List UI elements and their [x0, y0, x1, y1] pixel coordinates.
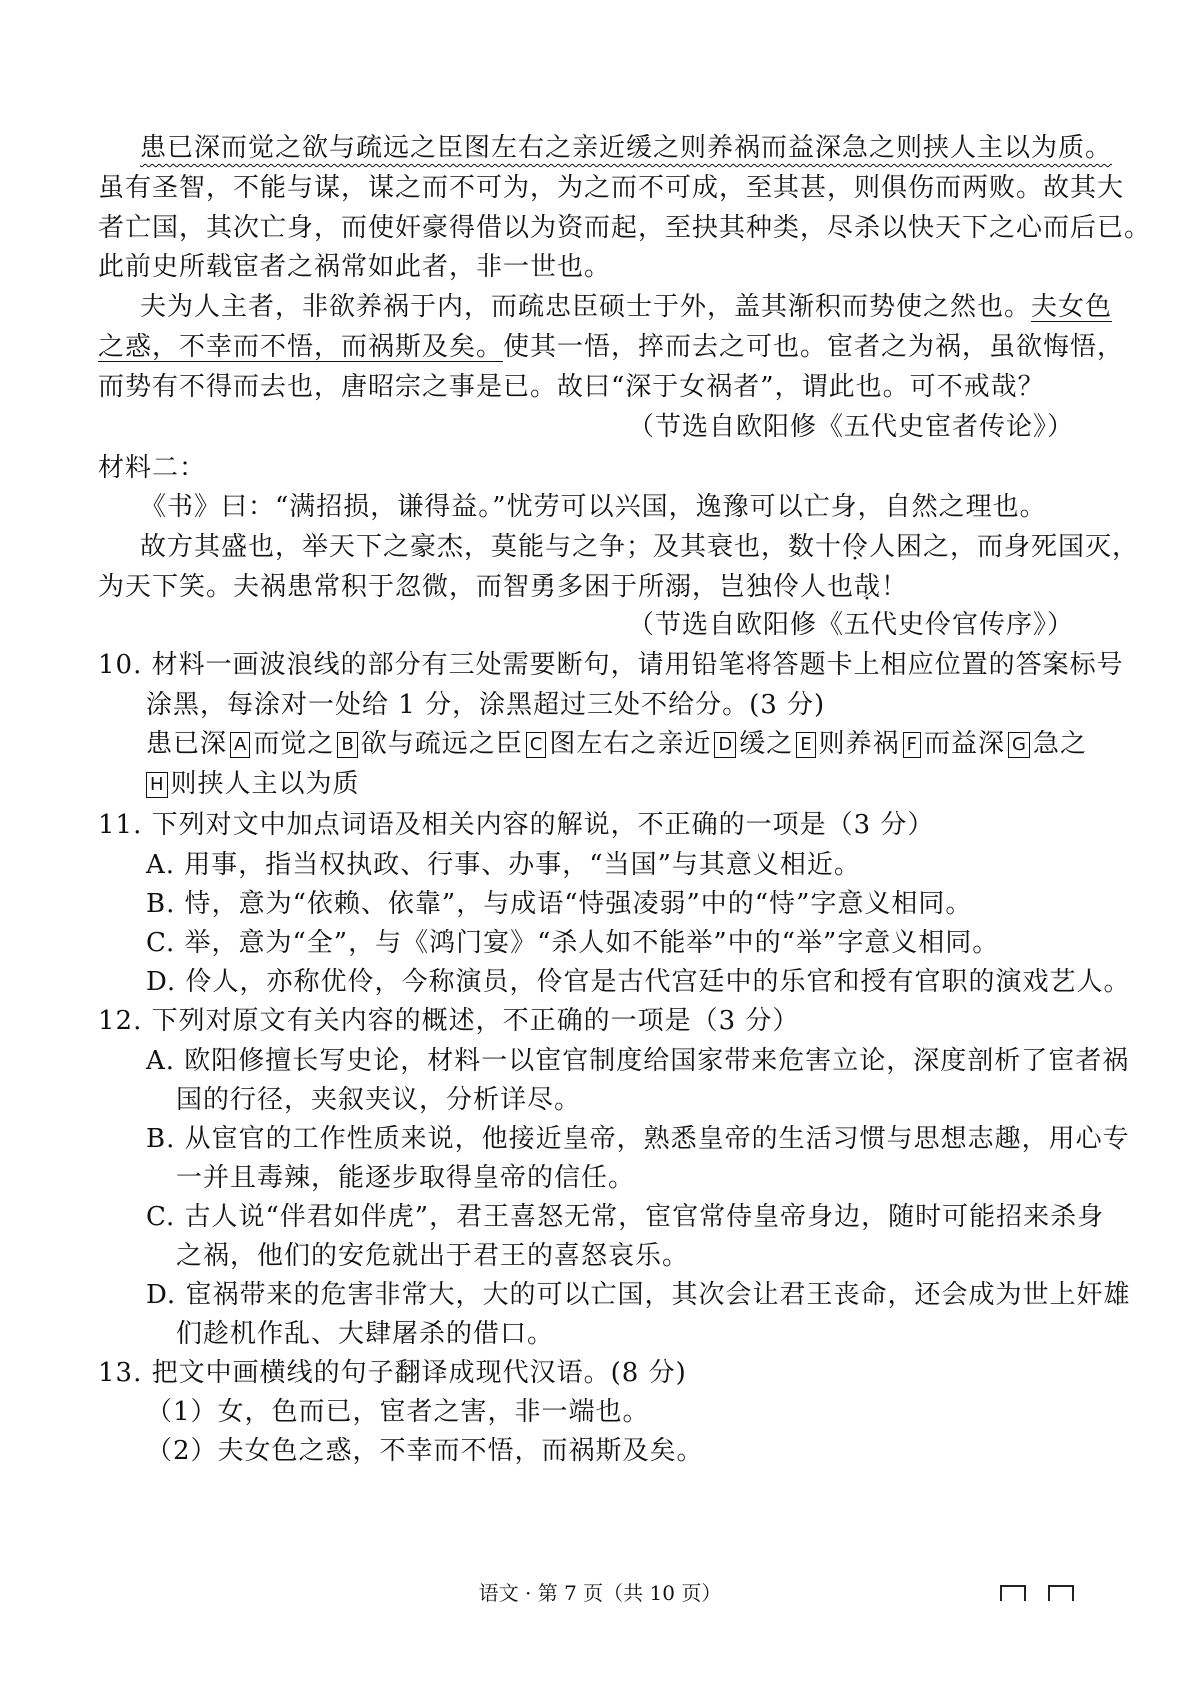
break-option-b[interactable]: B [337, 732, 357, 758]
segment: 欲与疏远之臣 [360, 729, 523, 759]
question-10-stem: 10. 材料一画波浪线的部分有三处需要断句，请用铅笔将答题卡上相应位置的答案标号 [98, 650, 1124, 680]
segment: 则养祸 [818, 729, 900, 759]
passage-line: 者亡国，其次亡身，而使奸豪得借以为资而起，至抉其种类，尽杀以快天下之心而后已。 [98, 213, 1152, 243]
option-b-continued[interactable]: 一并且毒辣，能逐步取得皇帝的信任。 [176, 1163, 636, 1193]
break-option-d[interactable]: D [714, 732, 736, 758]
source-citation: （节选自欧阳修《五代史伶官传序》） [628, 610, 1075, 640]
break-option-h[interactable]: H [146, 772, 168, 798]
translation-item-2: （2）夫女色之惑，不幸而不悟，而祸斯及矣。 [146, 1436, 704, 1466]
passage-line [98, 327, 1124, 367]
question-12-stem: 12. 下列对原文有关内容的概述，不正确的一项是（3 分） [98, 1006, 800, 1036]
question-13-stem: 13. 把文中画横线的句子翻译成现代汉语。(8 分) [98, 1358, 687, 1388]
segment: 则挟人主以为质 [170, 769, 360, 799]
passage-text: 为天下笑。夫祸患常积于忽微，而智勇多困于所溺，岂独伶人也 [98, 572, 855, 602]
passage-text: ！ [881, 572, 909, 602]
segment: 急之 [1032, 729, 1087, 759]
break-option-c[interactable]: C [526, 732, 547, 758]
option-d[interactable]: D. 伶人，亦称优伶，今称演员，伶官是古代宫廷中的乐官和授有官职的演戏艺人。 [146, 967, 1131, 997]
question-11-stem: 11. 下列对文中加点词语及相关内容的解说，不正确的一项是（3 分） [98, 810, 935, 840]
passage-line [140, 527, 1139, 567]
question-10-stem: 涂黑，每涂对一处给 1 分，涂黑超过三处不给分。(3 分) [146, 690, 826, 720]
translation-item-1: （1）女，色而已，宦者之害，非一端也。 [146, 1397, 650, 1427]
break-option-a[interactable]: A [230, 732, 250, 758]
passage-line: 此前史所载宦者之祸常如此者，非一世也。 [98, 252, 612, 282]
dotted-word: 伶 [842, 532, 870, 562]
passage-line [98, 567, 908, 607]
scan-marker-icon [1000, 1585, 1026, 1601]
segment: 而觉之 [253, 729, 335, 759]
passage-line: 而势有不得而去也，唐昭宗之事是已。故曰“深于女祸者”，谓此也。可不戒哉？ [98, 372, 1045, 402]
segment: 图左右之亲近 [549, 729, 712, 759]
question-10-sentence [146, 764, 360, 804]
option-a-continued[interactable]: 国的行径，夹叙夹议，分析详尽。 [176, 1085, 582, 1115]
passage-line [140, 287, 1112, 327]
break-option-g[interactable]: G [1008, 732, 1030, 758]
passage-text: 使其一悟，捽而去之可也。宦者之为祸，虽欲悔悟， [503, 332, 1125, 362]
passage-text: 人困之，而身死国灭， [869, 532, 1140, 562]
underlined-sentence: 之惑，不幸而不悟，而祸斯及矣。 [98, 332, 504, 362]
underlined-sentence: 夫女色 [1031, 292, 1113, 322]
passage-text: 故方其盛也，举天下之豪杰，莫能与之争；及其衰也，数十 [140, 532, 843, 562]
material-heading: 材料二： [98, 453, 207, 483]
question-10-sentence [146, 724, 1087, 764]
dotted-word: 哉 [854, 572, 882, 602]
option-c-continued[interactable]: 之祸，他们的安危就出于君王的喜怒哀乐。 [176, 1241, 690, 1271]
break-option-f[interactable]: F [903, 732, 921, 758]
break-option-e[interactable]: E [796, 732, 815, 758]
option-c[interactable]: C. 古人说“伴君如伴虎”，君王喜怒无常，宦官常侍皇帝身边，随时可能招来杀身 [146, 1202, 1105, 1232]
source-citation: （节选自欧阳修《五代史宦者传论》） [628, 412, 1075, 442]
scan-marker-icon [1048, 1585, 1074, 1601]
segment: 患已深 [146, 729, 228, 759]
option-a[interactable]: A. 用事，指当权执政、行事、办事，“当国”与其意义相近。 [146, 850, 861, 880]
page-footer: 语文 · 第 7 页（共 10 页） [478, 1581, 722, 1605]
segment: 缓之 [739, 729, 794, 759]
option-c[interactable]: C. 举，意为“全”，与《鸿门宴》“杀人如不能举”中的“举”字意义相同。 [146, 928, 1000, 958]
passage-text: 夫为人主者，非欲养祸于内，而疏忠臣硕士于外，盖其渐积而势使之然也。 [140, 292, 1032, 322]
option-d-continued[interactable]: 们趁机作乱、大肆屠杀的借口。 [176, 1319, 555, 1349]
passage-line: 虽有圣智，不能与谋，谋之而不可为，为之而不可成，至其甚，则俱伤而两败。故其大 [98, 173, 1125, 203]
option-b[interactable]: B. 恃，意为“依赖、依靠”，与成语“恃强凌弱”中的“恃”字意义相同。 [146, 889, 973, 919]
option-a[interactable]: A. 欧阳修擅长写史论，材料一以宦官制度给国家带来危害立论，深度剖析了宦者祸 [146, 1046, 1130, 1076]
wavy-underlined-sentence: 患已深而觉之欲与疏远之臣图左右之亲近缓之则养祸而益深急之则挟人主以为质。 [140, 133, 1113, 163]
option-d[interactable]: D. 宦祸带来的危害非常大，大的可以亡国，其次会让君王丧命，还会成为世上奸雄 [146, 1280, 1131, 1310]
passage-line: 《书》曰：“满招损，谦得益。”忧劳可以兴国，逸豫可以亡身，自然之理也。 [140, 492, 1047, 522]
option-b[interactable]: B. 从宦官的工作性质来说，他接近皇帝，熟悉皇帝的生活习惯与思想志趣，用心专 [146, 1124, 1130, 1154]
segment: 而益深 [923, 729, 1005, 759]
